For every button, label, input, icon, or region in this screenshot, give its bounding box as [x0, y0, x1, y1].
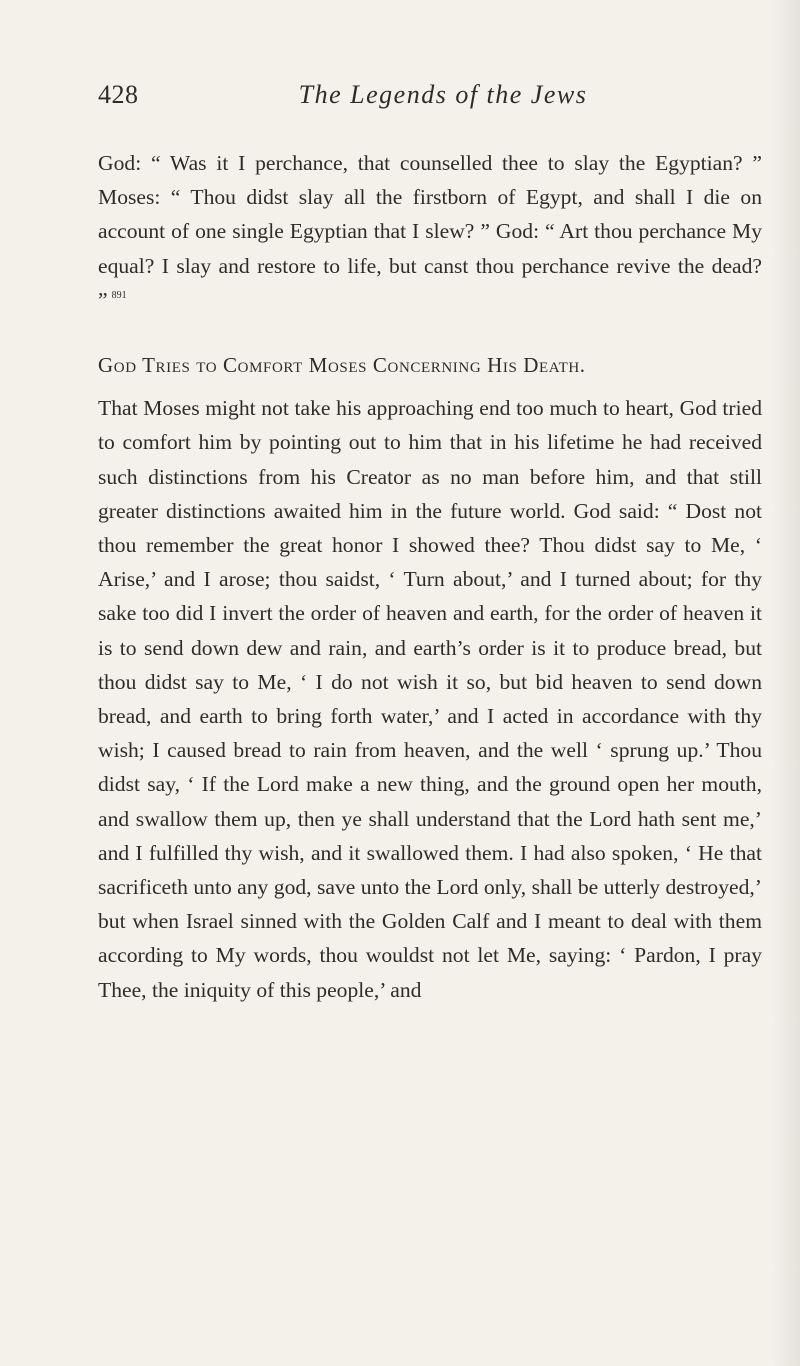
paragraph-dialogue-text: God: “ Was it I perchance, that counselled thee to slay the Egyptian? ” Moses: “ Thou didst slay all the firstborn of Egypt, and shall I die on account of one single Egyptian that I slew? ” God: “ Art thou perchance My equal? I slay and restore to life, but canst thou perchance revive the dead? ”	[98, 151, 762, 312]
paragraph-comfort: That Moses might not take his approaching end too much to heart, God tried to comfort him by pointing out to him that in his lifetime he had received such distinctions from his Creator as no man before him, and that still greater distinctions awaited him in the future world. God said: “ Dost not thou remember the great honor I showed thee? Thou didst say to Me, ‘ Arise,’ and I arose; thou saidst, ‘ Turn about,’ and I turned about; for thy sake too did I invert the order of heaven and earth, for the order of heaven it is to send down dew and rain, and earth’s order is it to produce bread, but thou didst say to Me, ‘ I do not wish it so, but bid heaven to send down bread, and earth to bring forth water,’ and I acted in accordance with thy wish; I caused bread to rain from heaven, and the well ‘ sprung up.’ Thou didst say, ‘ If the Lord make a new thing, and the ground open her mouth, and swallow them up, then ye shall understand that the Lord hath sent me,’ and I fulfilled thy wish, and it swallowed them. I had also spoken, ‘ He that sacrificeth unto any god, save unto the Lord only, shall be utterly destroyed,’ but when Israel sinned with the Golden Calf and I meant to deal with them according to My words, thou wouldst not let Me, saying: ‘ Pardon, I pray Thee, the iniquity of this people,’ and	[98, 396, 762, 1002]
running-title: The Legends of the Jews	[298, 80, 588, 109]
paragraph-dialogue	[98, 146, 762, 317]
section-heading: God Tries to Comfort Moses Concerning His Death.	[98, 353, 586, 378]
page-number: 428	[98, 80, 139, 109]
running-header	[98, 80, 758, 120]
body-text	[98, 146, 762, 1007]
footnote-marker: 891	[111, 289, 127, 301]
page-edge-shadow	[772, 0, 800, 1366]
